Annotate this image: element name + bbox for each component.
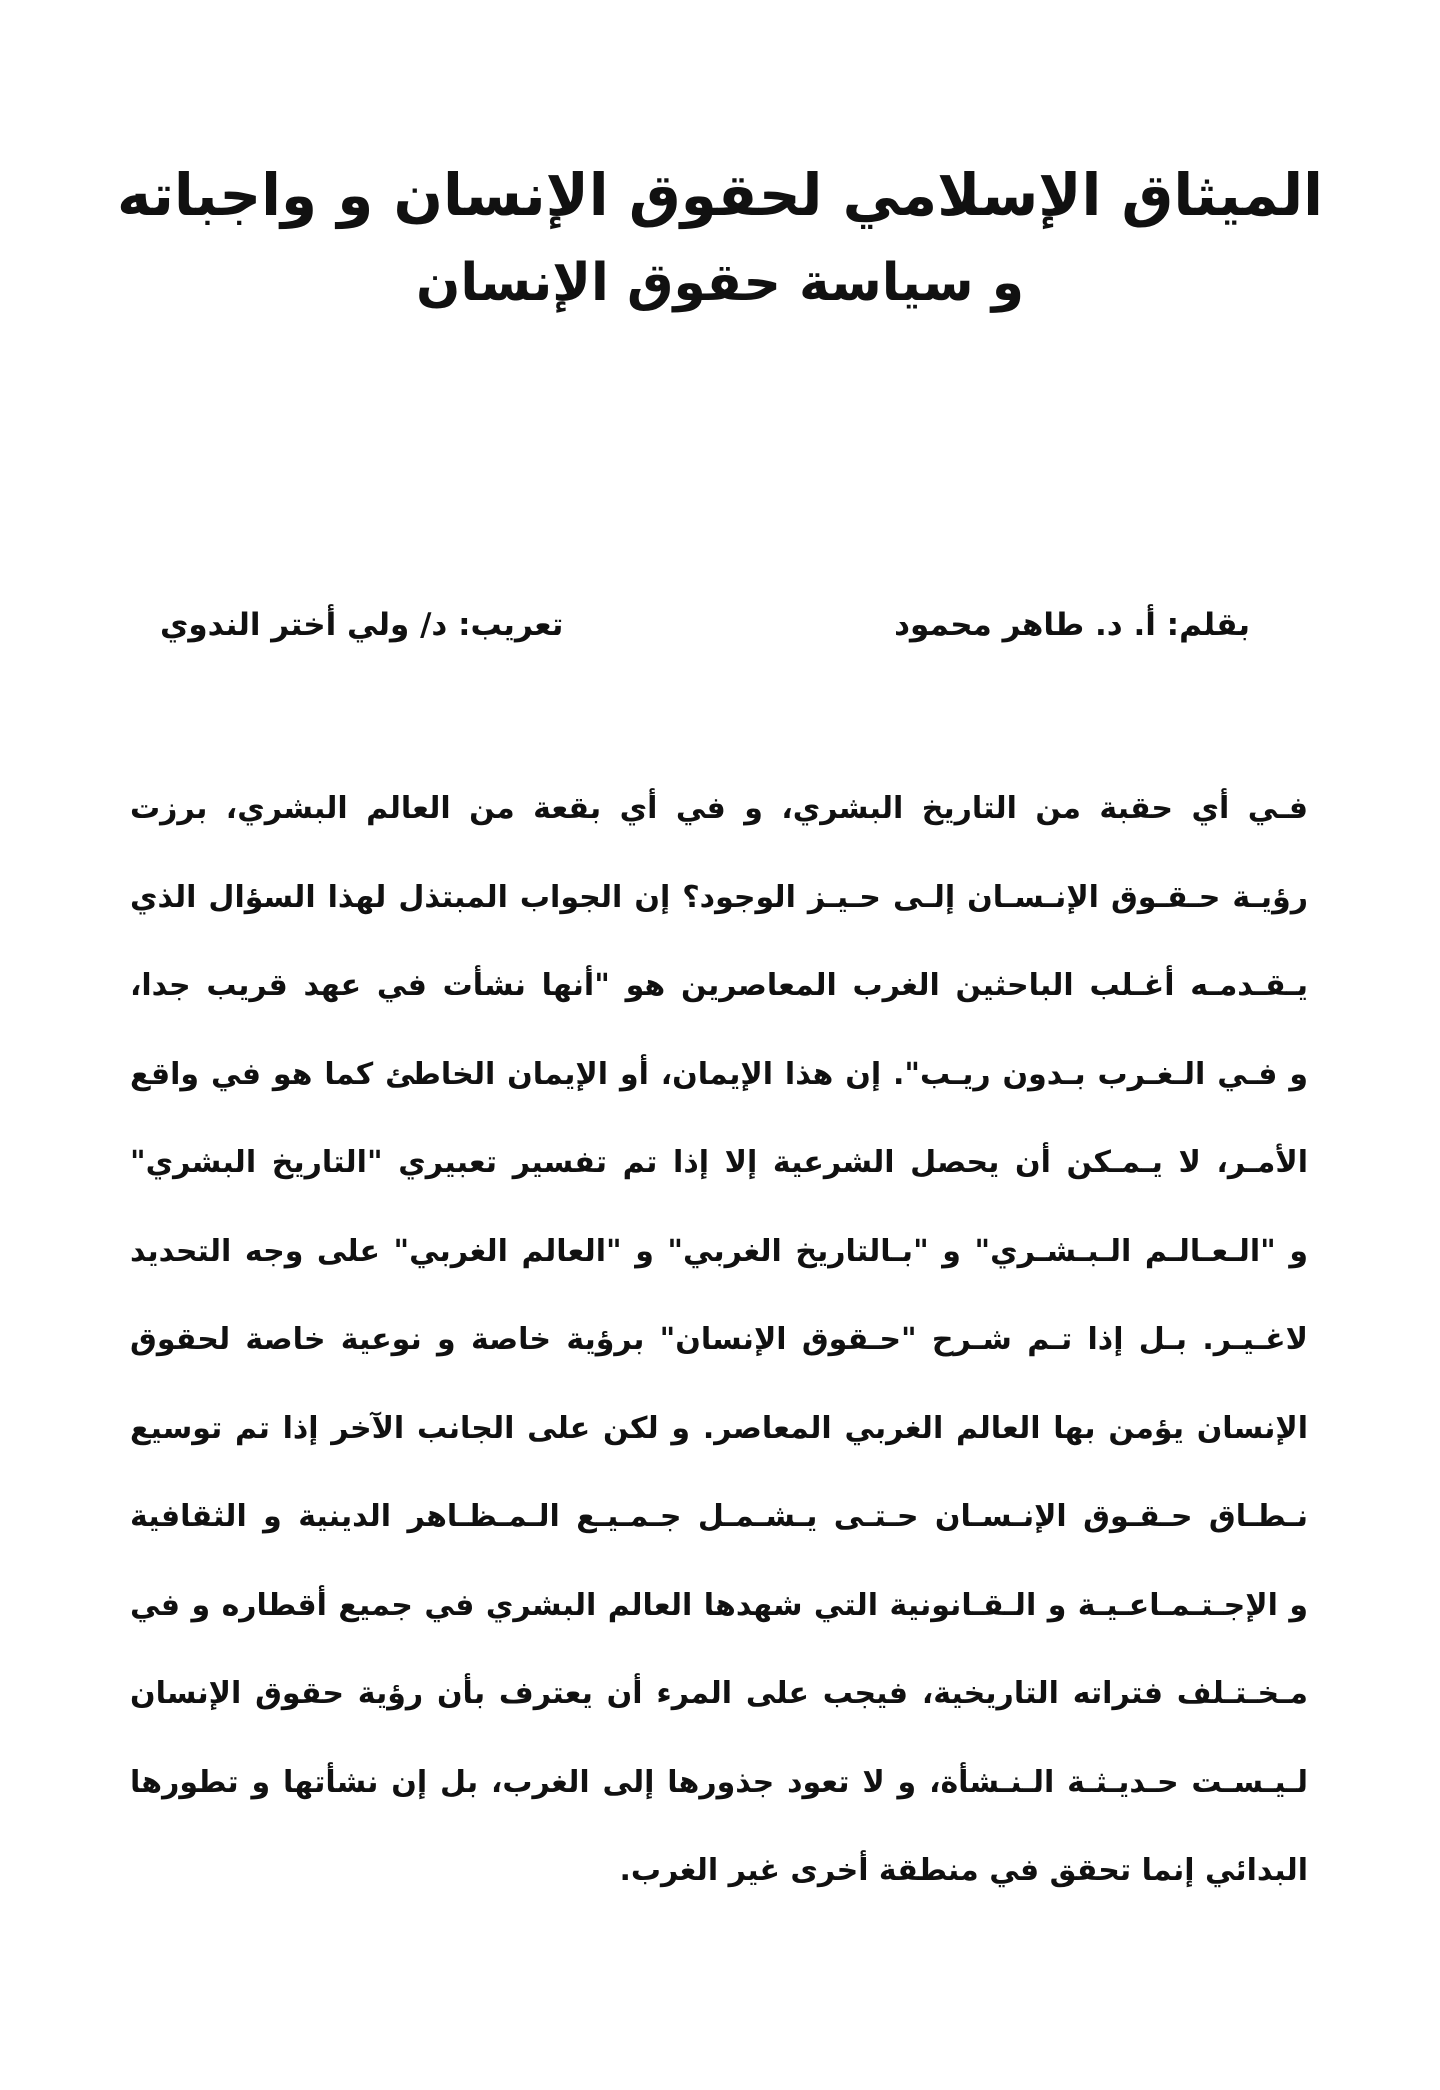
body-line: مـخـتـلف فتراته التاريخية، فيجب على المرء أن يعترف بأن رؤية حقوق الإنسان (130, 1676, 1308, 1711)
body-line: الإنسان يؤمن بها العالم الغربي المعاصر. و لكن على الجانب الآخر إذا تم توسيع (130, 1410, 1308, 1446)
body-line: و الإجـتـمـاعـيـة و الـقـانونية التي شهدها العالم البشري في جميع أقطاره و في (130, 1587, 1308, 1623)
title-line-2: و سياسة حقوق الإنسان (415, 253, 1025, 313)
body-line-last: البدائي إنما تحقق في منطقة أخرى غير الغرب. (619, 1853, 1308, 1888)
document-title (0, 150, 1440, 326)
title-line-1: الميثاق الإسلامي لحقوق الإنسان و واجباته (116, 161, 1324, 229)
translator-credit: تعريب: د/ ولي أختر الندوي (160, 607, 564, 643)
author-credit: بقلم: أ. د. طاهر محمود (894, 607, 1250, 643)
body-line: و "الـعـالـم الـبـشـري" و "بـالتاريخ الغربي" و "العالم الغربي" على وجه التحديد (130, 1233, 1308, 1269)
body-line: لاغـيـر. بـل إذا تـم شـرح "حـقوق الإنسان" برؤية خاصة و نوعية خاصة لحقوق (130, 1322, 1308, 1357)
body-line: فـي أي حقبة من التاريخ البشري، و في أي بقعة من العالم البشري، برزت (130, 791, 1308, 826)
body-line: يـقـدمـه أغـلب الباحثين الغرب المعاصرين هو "أنها نشأت في عهد قريب جدا، (130, 968, 1308, 1003)
body-line: نـطـاق حـقـوق الإنـسـان حـتـى يـشـمـل جـمـيـع الـمـظـاهر الدينية و الثقافية (130, 1499, 1308, 1534)
body-line: الأمـر، لا يـمـكن أن يحصل الشرعية إلا إذا تم تفسير تعبيري "التاريخ البشري" (130, 1145, 1308, 1180)
byline (160, 595, 1250, 655)
body-line: و فـي الـغـرب بـدون ريـب". إن هذا الإيمان، أو الإيمان الخاطئ كما هو في واقع (130, 1056, 1308, 1092)
body-line: لـيـسـت حـديـثـة الـنـشأة، و لا تعود جذورها إلى الغرب، بل إن نشأتها و تطورها (130, 1764, 1308, 1800)
body-paragraph (130, 765, 1308, 1916)
body-line: رؤيـة حـقـوق الإنـسـان إلـى حـيـز الوجود؟ إن الجواب المبتذل لهذا السؤال الذي (130, 879, 1308, 915)
